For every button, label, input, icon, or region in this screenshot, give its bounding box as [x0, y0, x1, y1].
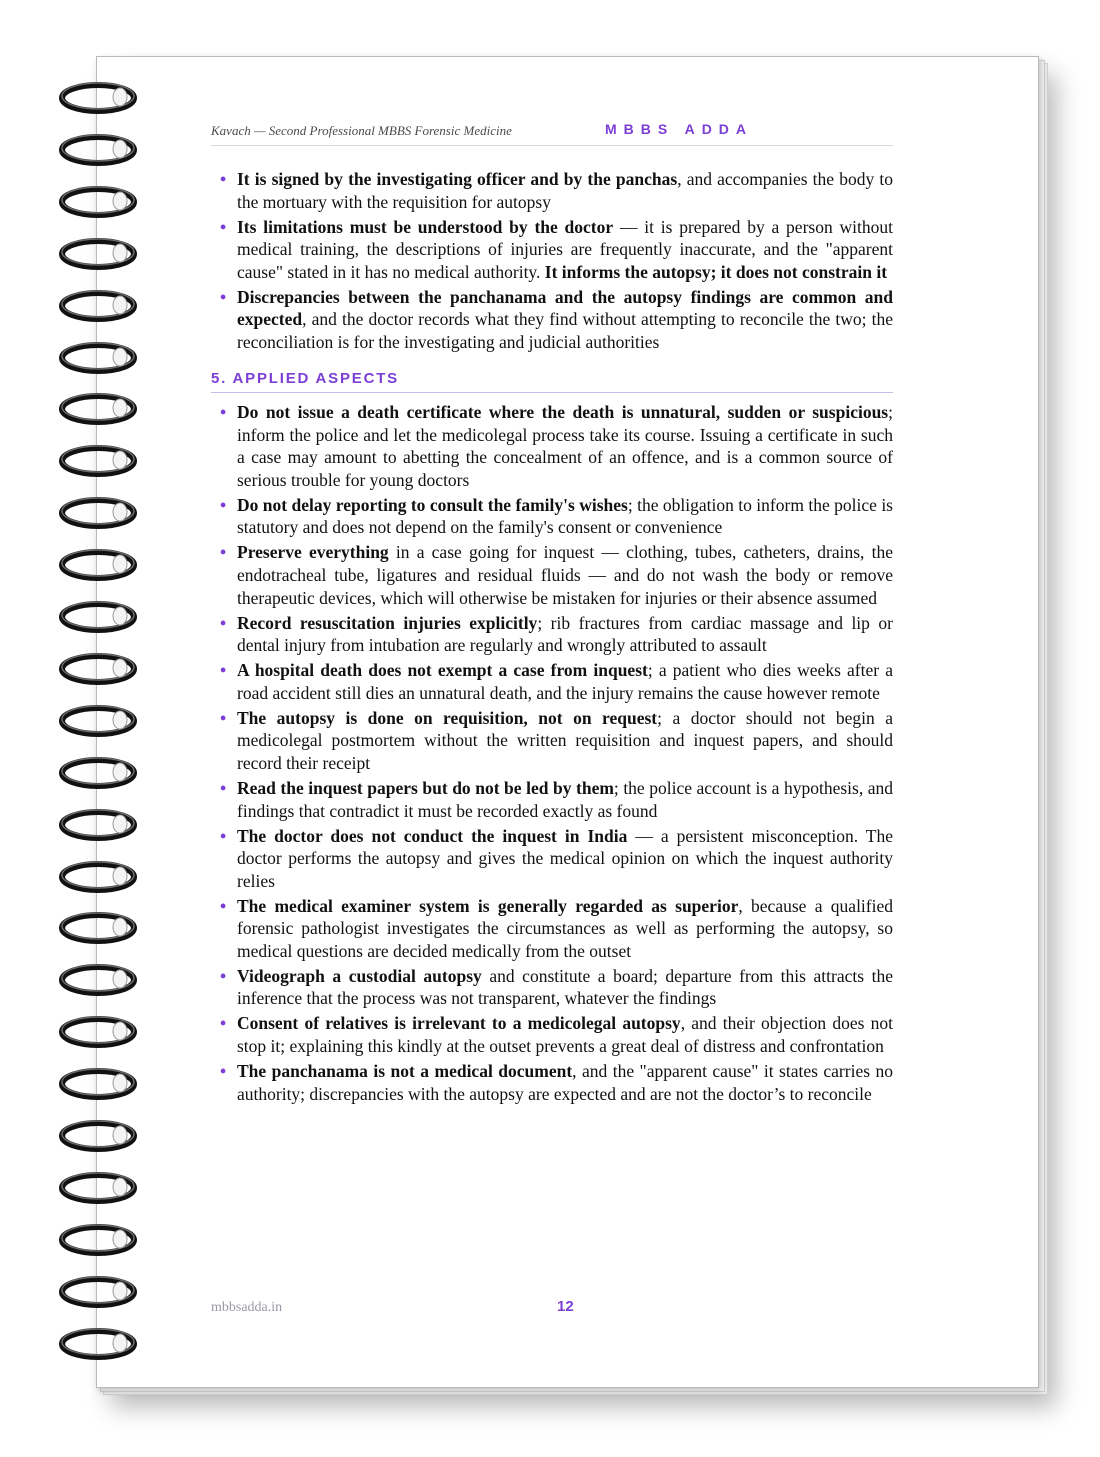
bullet-text: , and the "apparent cause" it states carries no authority; discrepancies with the autopsy are expected and are not the doctor’s to reconcile	[237, 1061, 893, 1104]
bullet-dot-icon: •	[220, 542, 227, 563]
spiral-ring-icon	[58, 1012, 148, 1052]
spiral-ring-icon	[58, 1116, 148, 1156]
bullet-text: , and the doctor records what they find without attempting to reconcile the two; the reconciliation is for the investigating and judicial authorities	[237, 309, 893, 352]
bullet-bold-text: Read the inquest papers but do not be led by them	[237, 777, 614, 798]
spiral-ring-icon	[58, 1324, 148, 1364]
bullet-dot-icon: •	[220, 402, 227, 423]
list-item	[211, 494, 893, 539]
list-item	[211, 612, 893, 657]
list-item	[211, 895, 893, 963]
spiral-ring-icon	[58, 1168, 148, 1208]
bullet-dot-icon: •	[220, 216, 227, 237]
spiral-ring-icon	[58, 649, 148, 689]
spiral-ring-icon	[58, 338, 148, 378]
footer-site: mbbsadda.in	[211, 1300, 283, 1315]
spiral-ring-icon	[58, 182, 148, 222]
spiral-ring-icon	[58, 78, 148, 118]
bullet-text: in a case going for inquest — clothing, tubes, catheters, drains, the endotracheal tube, ligatures and residual fluids — and do not wash the body or remove therapeutic devices, which will otherwise be mistaken for injuries or their absence assumed	[237, 542, 893, 608]
bullet-dot-icon: •	[220, 1061, 227, 1082]
list-item	[211, 168, 893, 213]
list-item	[211, 401, 893, 491]
bullet-bold-text: The medical examiner system is generally regarded as superior	[237, 895, 739, 916]
list-item	[211, 216, 893, 284]
section-heading: 5. APPLIED ASPECTS	[211, 368, 893, 394]
list-item	[211, 541, 893, 609]
spiral-ring-icon	[58, 286, 148, 326]
bullet-dot-icon: •	[220, 660, 227, 681]
bullet-text: , and accompanies the body to the mortuary with the requisition for autopsy	[237, 169, 893, 212]
spiral-ring-icon	[58, 1220, 148, 1260]
bullet-dot-icon: •	[220, 1013, 227, 1034]
bullet-text: , and their objection does not stop it; explaining this kindly at the outset prevents a great deal of distress and confrontation	[237, 1013, 893, 1057]
spiral-ring-icon	[58, 389, 148, 429]
bullet-bold-text: Do not delay reporting to consult the family's wishes	[237, 494, 628, 515]
spiral-ring-icon	[58, 1272, 148, 1312]
bullet-bold-text: It informs the autopsy; it does not constrain it	[544, 261, 888, 282]
list-item	[211, 286, 893, 354]
bullet-bold-text: A hospital death does not exempt a case from inquest	[237, 660, 648, 681]
bullet-text: ; the obligation to inform the police is statutory and does not depend on the family's consent or convenience	[237, 494, 893, 538]
bullet-dot-icon: •	[220, 895, 227, 916]
list-item	[211, 777, 893, 822]
list-item	[211, 1012, 893, 1057]
bullet-dot-icon: •	[220, 494, 227, 515]
spiral-ring-icon	[58, 234, 148, 274]
bullet-text: ; a patient who dies weeks after a road accident still dies an unnatural death, and the injury remains the cause however remote	[237, 660, 893, 703]
bullet-text: , because a qualified forensic pathologist investigates the circumstances as well as performing the autopsy, so medical questions are decided medically from the outset	[237, 895, 893, 961]
bullet-dot-icon: •	[220, 169, 227, 189]
bullet-text: — it is prepared by a person without medical training, the descriptions of injuries are frequently inaccurate, and the "apparent cause" stated in it has no medical authority.	[237, 216, 893, 282]
bullet-dot-icon: •	[220, 707, 227, 728]
bullet-dot-icon: •	[220, 777, 227, 798]
bullet-bold-text: Videograph a custodial autopsy	[237, 965, 482, 986]
bullet-bold-text: Do not issue a death certificate where the death is unnatural, sudden or suspicious	[237, 402, 889, 423]
header-brand: MBBS ADDA	[605, 121, 754, 137]
page-number: 12	[557, 1298, 574, 1315]
bullet-text: ; the police account is a hypothesis, and findings that contradict it must be recorded exactly as found	[237, 777, 894, 821]
page-content	[211, 168, 893, 1108]
bullet-dot-icon: •	[220, 965, 227, 986]
bullet-bold-text: Its limitations must be understood by the doctor	[237, 216, 614, 237]
bullet-bold-text: The autopsy is done on requisition, not on request	[237, 707, 658, 728]
bullet-dot-icon: •	[220, 286, 227, 307]
bullet-text: ; rib fractures from cardiac massage and lip or dental injury from intubation are regularly and wrongly attributed to assault	[237, 612, 894, 656]
bullet-bold-text: Preserve everything	[237, 542, 389, 563]
spiral-ring-icon	[58, 597, 148, 637]
spiral-ring-icon	[58, 545, 148, 585]
spiral-ring-icon	[58, 857, 148, 897]
spiral-ring-icon	[58, 130, 148, 170]
bullet-text: ; a doctor should not begin a medicolegal postmortem without the written requisition and inquest papers, and should record their receipt	[237, 707, 893, 773]
spiral-ring-icon	[58, 701, 148, 741]
list-item	[211, 707, 893, 775]
spiral-ring-icon	[58, 441, 148, 481]
bullet-bold-text: It is signed by the investigating officer and by the panchas	[237, 169, 678, 189]
spiral-ring-icon	[58, 805, 148, 845]
spiral-ring-icon	[58, 753, 148, 793]
bullet-text: — a persistent misconception. The doctor performs the autopsy and gives the medical opinion on which the inquest authority relies	[237, 825, 893, 891]
spiral-ring-icon	[58, 493, 148, 533]
list-item	[211, 825, 893, 893]
bullet-dot-icon: •	[220, 825, 227, 846]
bullet-bold-text: Discrepancies between the panchanama and the autopsy findings are common and expected	[237, 286, 893, 330]
applied-aspects-list	[211, 401, 893, 1105]
spiral-binding	[58, 78, 148, 1368]
spiral-ring-icon	[58, 1064, 148, 1104]
bullet-text: and constitute a board; departure from this attracts the inference that the process was not transparent, whatever the findings	[237, 965, 894, 1009]
spiral-ring-icon	[58, 960, 148, 1000]
running-header	[211, 121, 893, 146]
bullet-bold-text: The doctor does not conduct the inquest in India	[237, 825, 628, 846]
bullet-text: ; inform the police and let the medicolegal process take its course. Issuing a certificate in such a case may amount to abetting the concealment of an offence, and is a common source of serious trouble for young doctors	[237, 402, 893, 490]
list-item	[211, 659, 893, 704]
intro-bullet-list	[211, 168, 893, 354]
bullet-dot-icon: •	[220, 612, 227, 633]
bullet-bold-text: Consent of relatives is irrelevant to a medicolegal autopsy	[237, 1013, 681, 1034]
list-item	[211, 965, 893, 1010]
spiral-ring-icon	[58, 908, 148, 948]
list-item	[211, 1060, 893, 1105]
bullet-bold-text: Record resuscitation injuries explicitly	[237, 612, 538, 633]
bullet-bold-text: The panchanama is not a medical document	[237, 1061, 573, 1082]
header-book-title: Kavach — Second Professional MBBS Forensic Medicine	[211, 123, 512, 138]
